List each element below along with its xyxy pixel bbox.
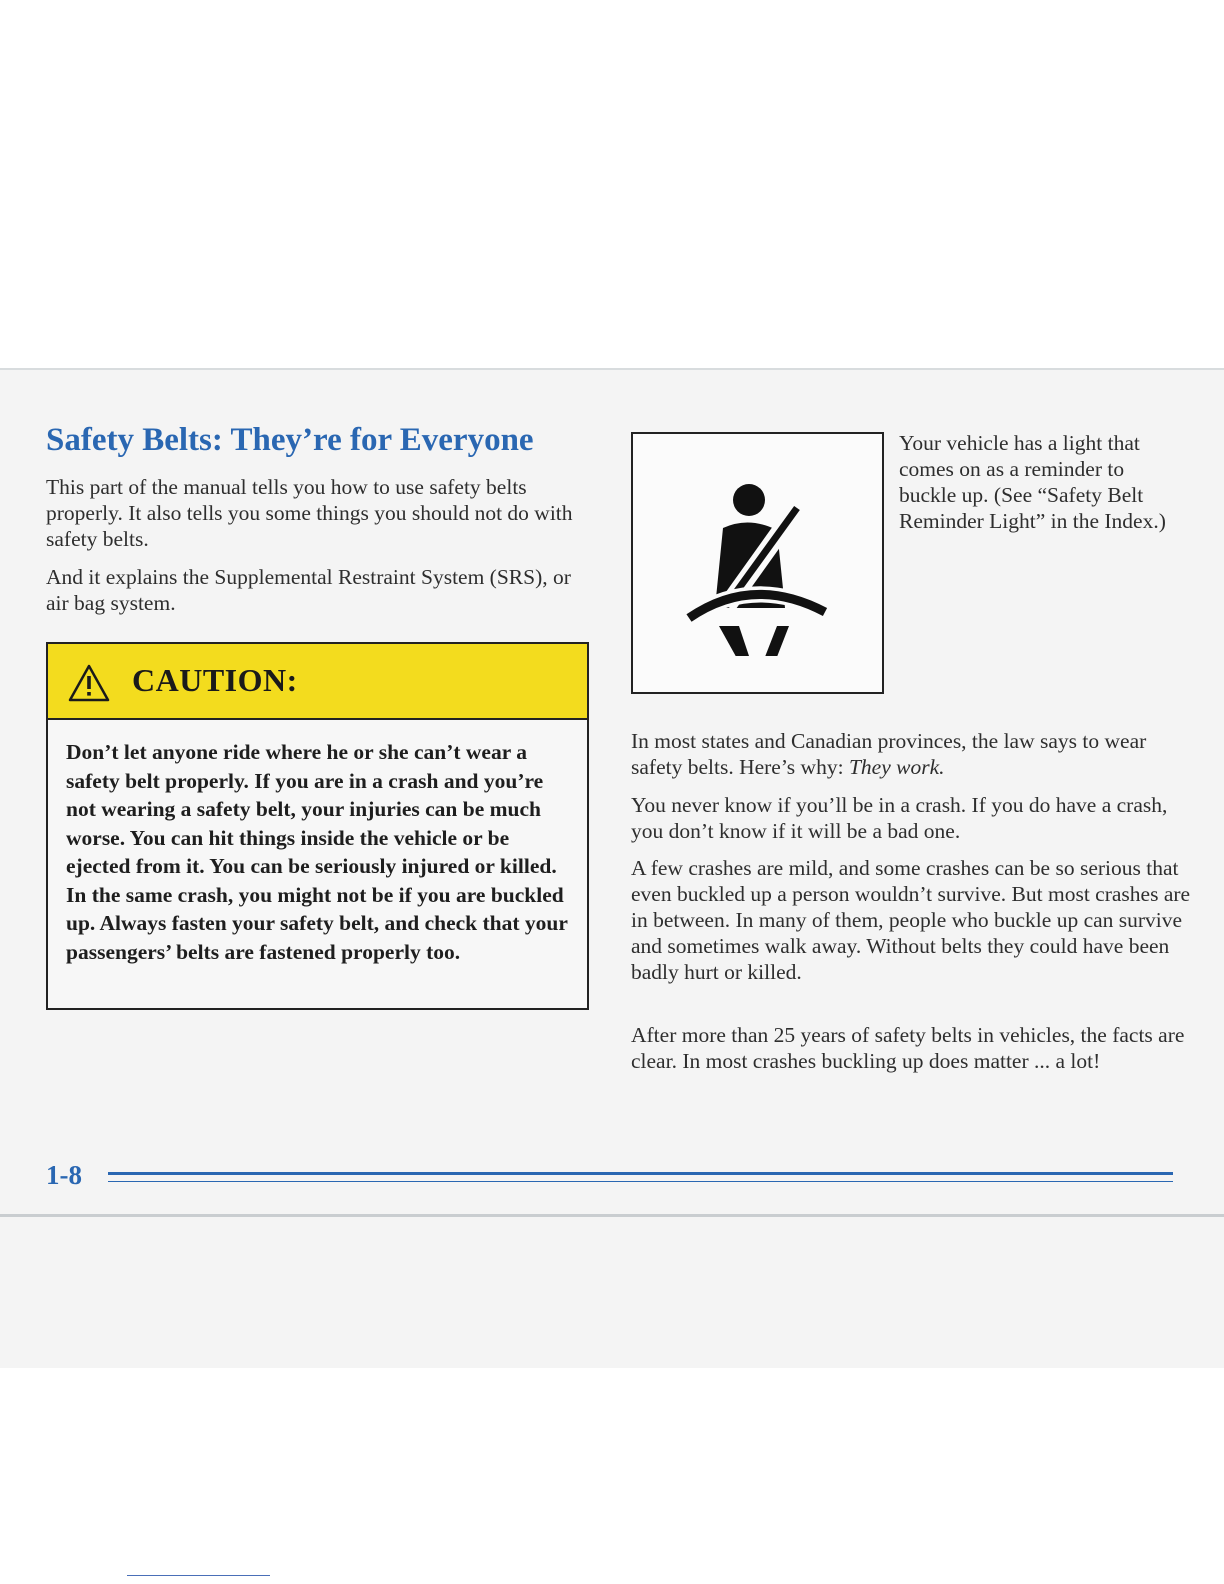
- footer-rule-thin: [108, 1181, 1173, 1182]
- intro-paragraph-1: This part of the manual tells you how to use safety belts properly. It also tells you some things you should not do with safety belts.: [46, 475, 573, 551]
- law-text: In most states and Canadian provinces, the law says to wear safety belts. Here’s why:: [631, 729, 1147, 779]
- reminder-icon-frame: [631, 432, 884, 694]
- safety-belt-reminder-icon: [681, 476, 831, 656]
- caution-box: [46, 642, 589, 1010]
- law-paragraph: [631, 728, 1191, 780]
- law-emphasis: They work.: [848, 755, 945, 779]
- warning-triangle-icon: [68, 664, 110, 702]
- caution-header: [48, 644, 587, 720]
- facts-paragraph: After more than 25 years of safety belts in vehicles, the facts are clear. In most crashes buckling up does matter ... a lot!: [631, 1023, 1185, 1073]
- crash-uncertainty-paragraph: You never know if you’ll be in a crash. If you do have a crash, you don’t know if it will be a bad one.: [631, 793, 1168, 843]
- page-number: 1-8: [46, 1160, 82, 1190]
- bottom-stray-rule: [127, 1575, 270, 1576]
- intro-paragraph-2: And it explains the Supplemental Restraint System (SRS), or air bag system.: [46, 565, 571, 615]
- crash-severity-paragraph: A few crashes are mild, and some crashes can be so serious that even buckled up a person wouldn’t survive. But most crashes are in between. In many of them, people who buckle up can survive and sometimes walk away. Without belts they could have been badly hurt or killed.: [631, 856, 1191, 984]
- reminder-light-text: Your vehicle has a light that comes on as a reminder to buckle up. (See “Safety Belt Reminder Light” in the Index.): [899, 431, 1166, 533]
- top-page-edge: [0, 368, 1224, 370]
- caution-text: Don’t let anyone ride where he or she can’t wear a safety belt properly. If you are in a crash and you’re not wearing a safety belt, your injuries can be much worse. You can hit things inside the vehicle or be ejected from it. You can be seriously injured or killed. In the same crash, you might not be if you are buckled up. Always fasten your safety belt, and check that your passengers’ belts are fastened properly too.: [66, 740, 568, 964]
- caution-label: CAUTION:: [132, 662, 298, 698]
- bottom-page-edge: [0, 1214, 1224, 1217]
- footer-rule: [108, 1172, 1173, 1175]
- page-title: Safety Belts: They’re for Everyone: [46, 422, 534, 458]
